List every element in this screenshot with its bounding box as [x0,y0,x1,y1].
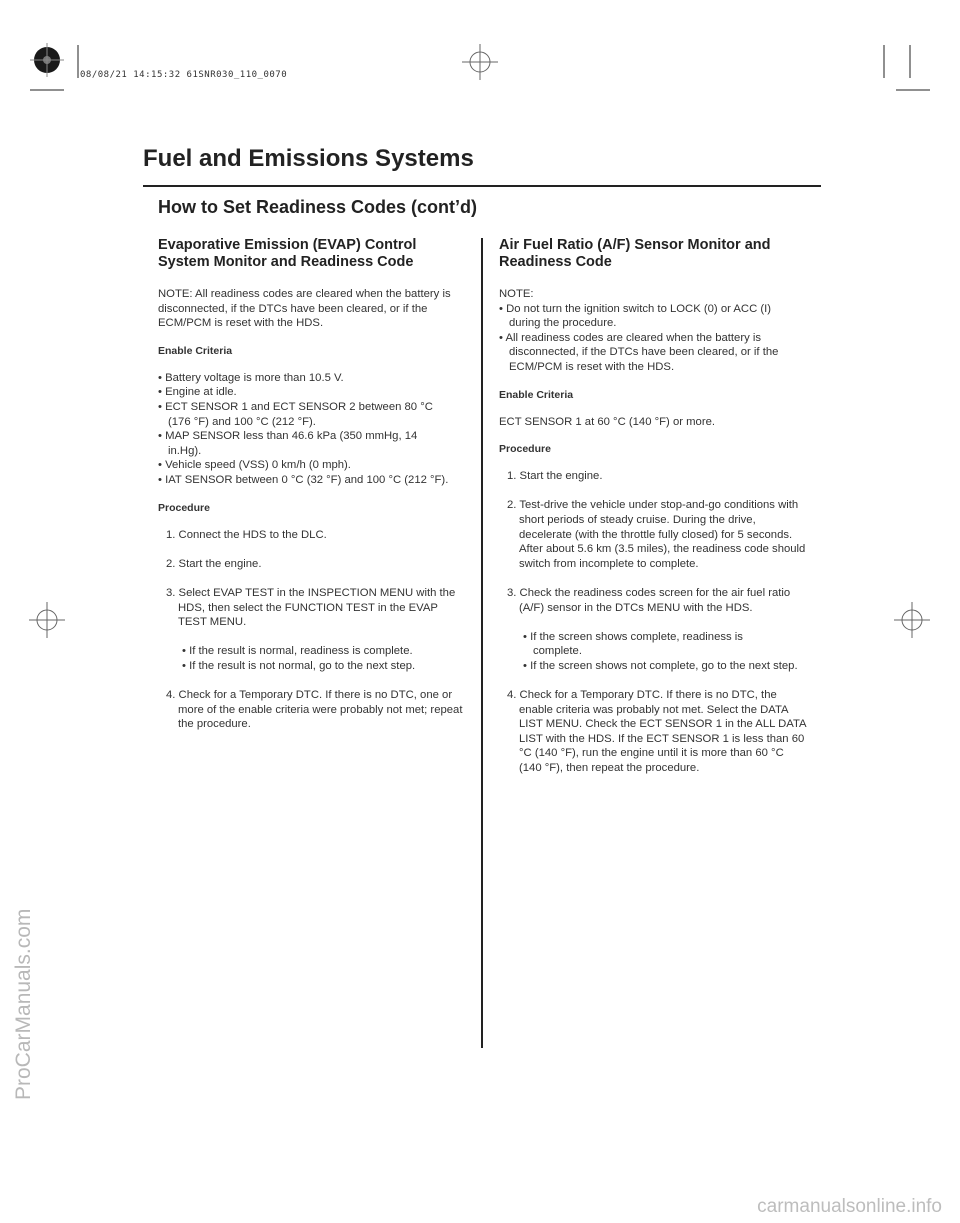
list-item: • Vehicle speed (VSS) 0 km/h (0 mph). [158,459,351,472]
list-item: 1. Connect the HDS to the DLC. [166,528,327,541]
evap-section-title: Evaporative Emission (EVAP) Control System Monitor and Readiness Code [158,237,417,270]
list-item: • Do not turn the ignition switch to LOCK (0) or ACC (I) during the procedure. [499,302,772,330]
list-item: • If the result is not normal, go to the next step. [182,659,416,672]
evap-enable-criteria-list [158,371,458,488]
list-item: • If the result is normal, readiness is complete. [182,645,413,658]
bottom-watermark: carmanualsonline.info [757,1196,942,1217]
list-item: 4. Check for a Temporary DTC. If there is no DTC, one or more of the enable criteria were probably not met; repeat the procedure. [166,689,463,731]
af-note-list [499,302,799,375]
registration-target-icon [34,47,60,73]
page-subtitle: How to Set Readiness Codes (cont’d) [158,197,478,217]
list-item: 3. Select EVAP TEST in the INSPECTION MENU with the HDS, then select the FUNCTION TEST in the EVAP TEST MENU. [166,586,456,629]
af-enable-criteria-text: ECT SENSOR 1 at 60 °C (140 °F) or more. [499,415,716,428]
list-item: • If the screen shows complete, readiness is complete. [523,630,743,658]
evap-step3-substeps [166,644,466,673]
af-enable-criteria-label: Enable Criteria [499,388,574,401]
list-item: • Engine at idle. [158,386,237,399]
af-procedure-steps [499,469,807,775]
crosshair-left-icon [37,610,57,630]
af-procedure-label: Procedure [499,443,551,456]
title-rule [143,185,821,187]
list-item: 2. Start the engine. [166,557,262,570]
evap-procedure-steps [158,528,466,732]
page-title: Fuel and Emissions Systems [143,145,474,172]
list-item: 3. Check the readiness codes screen for the air fuel ratio (A/F) sensor in the DTCs MENU with the HDS. [507,586,791,614]
crosshair-top-icon [470,52,490,72]
list-item: • IAT SENSOR between 0 °C (32 °F) and 100 °C (212 °F). [158,473,449,486]
print-stamp: 08/08/21 14:15:32 61SNR030_110_0070 [80,70,288,80]
evap-note: NOTE: All readiness codes are cleared when the battery is disconnected, if the DTCs have been cleared, or if the ECM/PCM is reset with the HDS. [158,288,451,330]
evap-procedure-label: Procedure [158,501,210,514]
list-item: • All readiness codes are cleared when the battery is disconnected, if the DTCs have been cleared, or if the ECM/PCM is reset with the HDS. [499,331,779,373]
af-section-title: Air Fuel Ratio (A/F) Sensor Monitor and Readiness Code [499,237,771,270]
side-watermark: ProCarManuals.com [12,908,35,1100]
evap-enable-criteria-label: Enable Criteria [158,344,233,357]
af-step3-substeps [507,630,803,674]
list-item: • If the screen shows not complete, go to the next step. [523,659,798,672]
list-item: 4. Check for a Temporary DTC. If there is no DTC, the enable criteria was probably not met. Select the DATA LIST MENU. Check the ECT SENSOR 1 in the ALL DATA LIST with the HDS. If the ECT SENSOR 1 is less than 60 °C (140 °F), run the engine until it is more than 60 °C (140 °F), then repeat the procedure. [507,689,806,775]
list-item: 1. Start the engine. [507,470,603,483]
list-item: 2. Test-drive the vehicle under stop-and-go conditions with short periods of steady cruise. During the drive, decelerate (with the throttle fully closed) for 5 seconds. After about 5.6 km (3.5 miles), the readiness code should switch from incomplete to complete. [507,499,806,570]
crosshair-right-icon [902,610,922,630]
left-column [158,237,468,746]
list-item: • Battery voltage is more than 10.5 V. [158,371,344,384]
list-item: • ECT SENSOR 1 and ECT SENSOR 2 between 80 °C (176 °F) and 100 °C (212 °F). [158,400,433,428]
list-item: • MAP SENSOR less than 46.6 kPa (350 mmHg, 14 in.Hg). [158,430,418,457]
right-column [499,237,809,790]
column-divider [481,238,483,1048]
af-note-label: NOTE: [499,288,534,300]
